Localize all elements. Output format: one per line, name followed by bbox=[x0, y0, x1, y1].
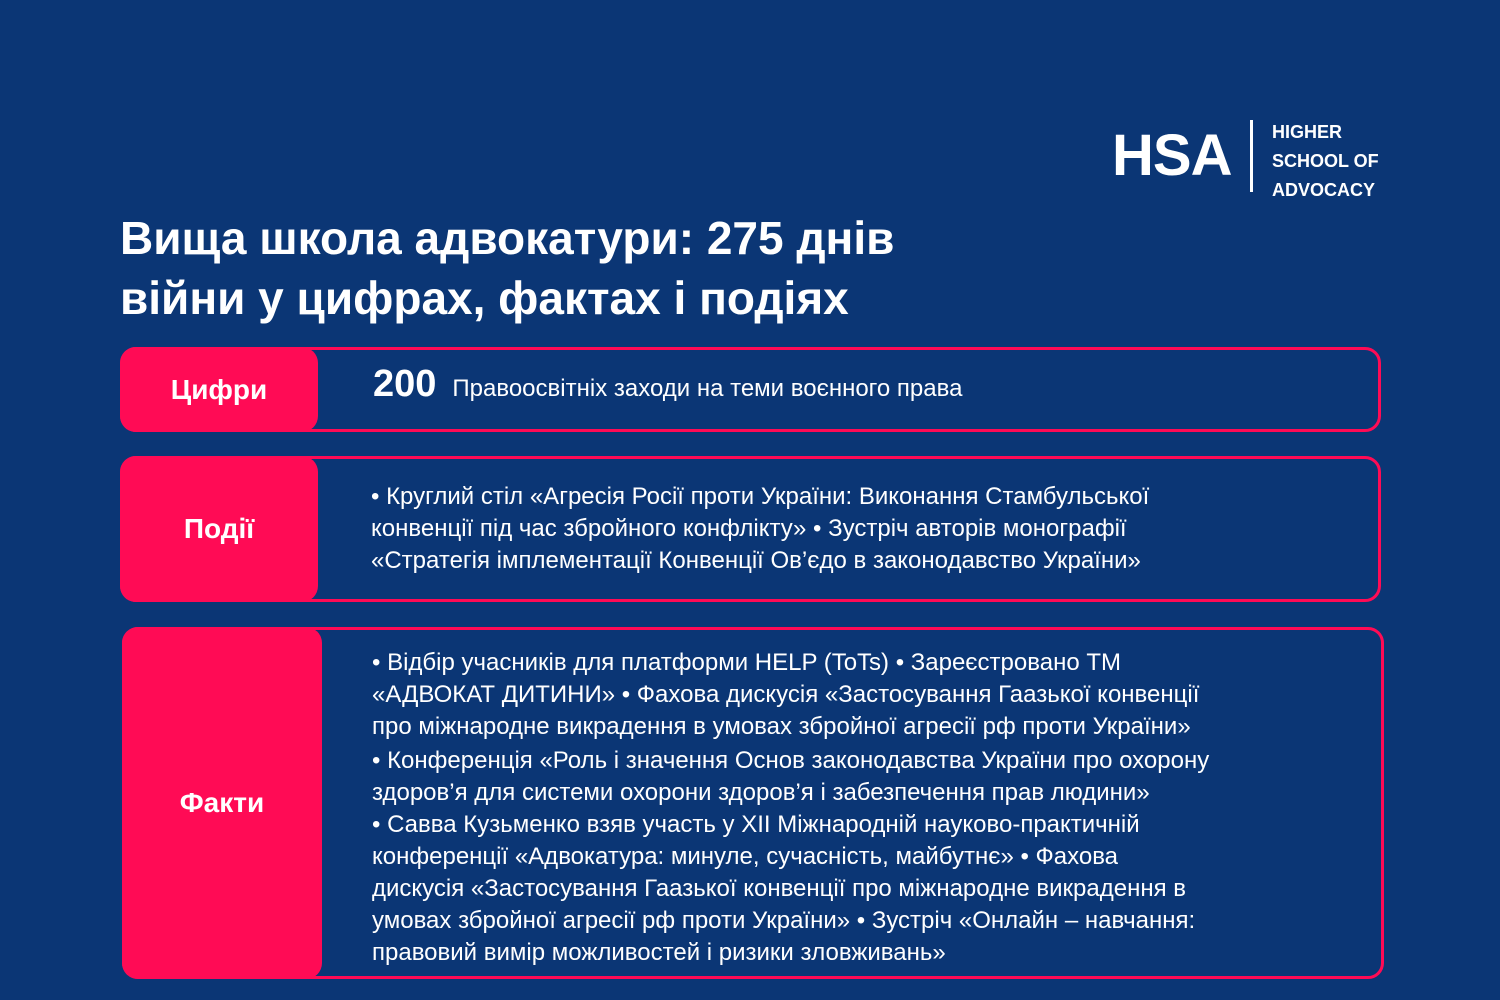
facts-line: здоров’я для системи охорони здоров’я і забезпечення прав людини» bbox=[372, 779, 1150, 806]
facts-line: правовий вимір можливостей і ризики зловживань» bbox=[372, 939, 946, 966]
logo-line-2: SCHOOL OF bbox=[1272, 151, 1379, 171]
facts-line: • Савва Кузьменко взяв участь у XII Міжнародній науково-практичній bbox=[372, 811, 1140, 838]
facts-label: Факти bbox=[122, 627, 322, 979]
facts-line: • Конференція «Роль і значення Основ законодавства України про охорону bbox=[372, 747, 1210, 774]
numbers-value: 200 bbox=[373, 363, 437, 405]
events-label: Події bbox=[120, 456, 318, 602]
facts-line: «АДВОКАТ ДИТИНИ» • Фахова дискусія «Застосування Гаазької конвенції bbox=[372, 681, 1200, 708]
logo-line-3: ADVOCACY bbox=[1272, 180, 1376, 200]
numbers-content bbox=[373, 363, 963, 405]
numbers-text: Правоосвітніх заходи на теми воєнного права bbox=[452, 375, 963, 402]
facts-line: • Відбір учасників для платформи HELP (ToTs) • Зареєстровано ТМ bbox=[372, 649, 1121, 676]
events-line: конвенції під час збройного конфлікту» • Зустріч авторів монографії bbox=[371, 515, 1127, 542]
logo-wordmark bbox=[1272, 118, 1379, 205]
page-title bbox=[120, 208, 1020, 328]
facts-line: дискусія «Застосування Гаазької конвенції про міжнародне викрадення в bbox=[372, 875, 1186, 902]
numbers-row bbox=[120, 347, 1381, 432]
facts-row bbox=[122, 627, 1384, 979]
facts-line: про міжнародне викрадення в умовах збройної агресії рф проти України» bbox=[372, 713, 1191, 740]
events-line: • Круглий стіл «Агресія Росії проти України: Виконання Стамбульської bbox=[371, 483, 1150, 510]
logo-mark: HSA bbox=[1112, 123, 1232, 188]
facts-content bbox=[372, 647, 1382, 969]
events-row bbox=[120, 456, 1381, 602]
facts-line: конференції «Адвокатура: минуле, сучасність, майбутнє» • Фахова bbox=[372, 843, 1119, 870]
title-line-2: війни у цифрах, фактах і подіях bbox=[120, 272, 849, 324]
facts-line: умовах збройної агресії рф проти України» • Зустріч «Онлайн – навчання: bbox=[372, 907, 1196, 934]
logo-divider bbox=[1250, 120, 1253, 192]
events-content bbox=[371, 481, 1361, 577]
events-line: «Стратегія імплементації Конвенції Ов’єдо в законодавство України» bbox=[371, 547, 1141, 574]
logo-line-1: HIGHER bbox=[1272, 122, 1343, 142]
numbers-label: Цифри bbox=[120, 347, 318, 432]
title-line-1: Вища школа адвокатури: 275 днів bbox=[120, 212, 895, 264]
